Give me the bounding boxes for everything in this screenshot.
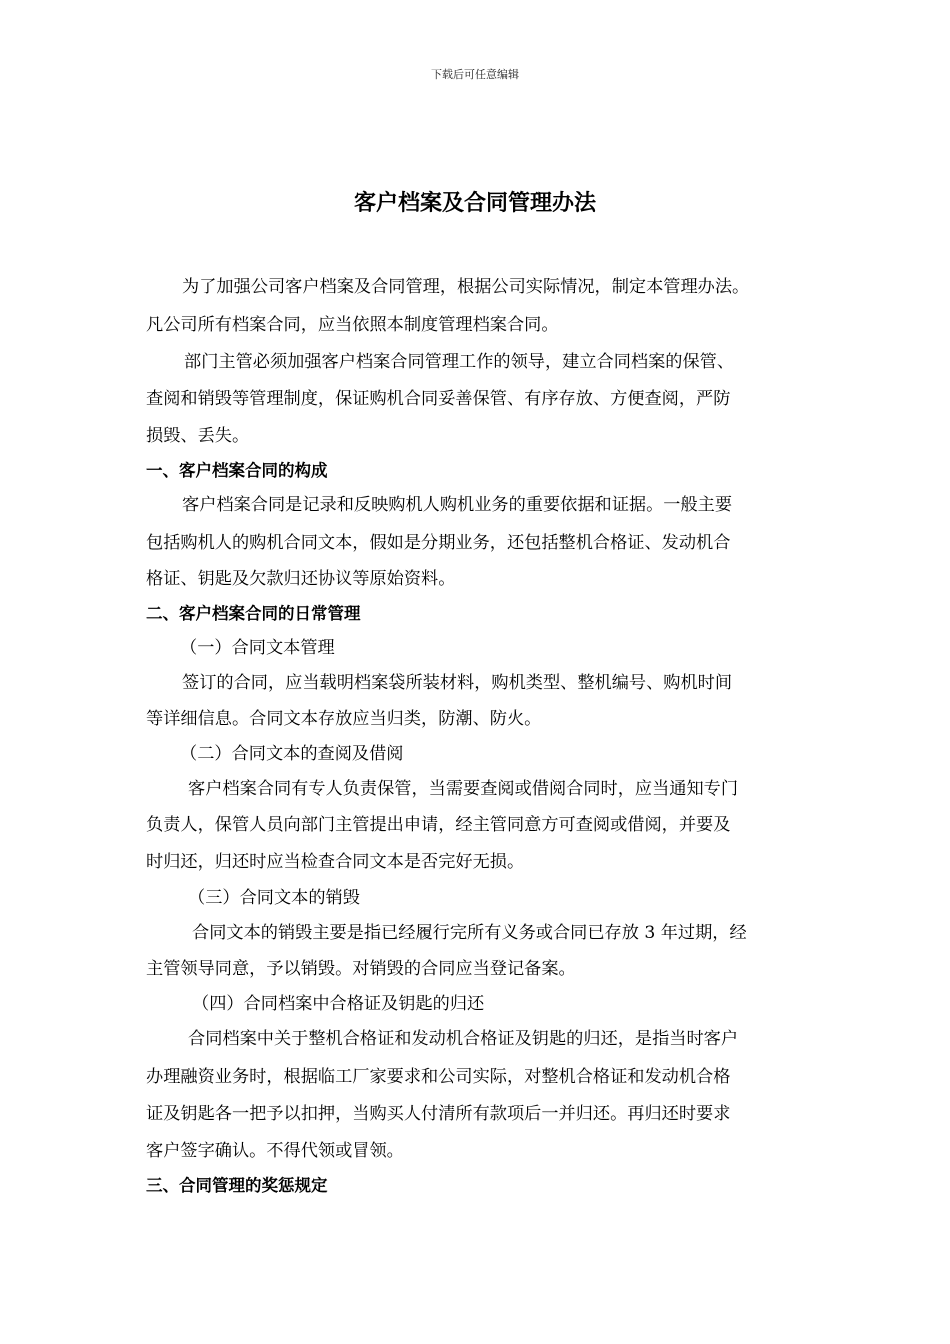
section-heading: 二、客户档案合同的日常管理 (146, 604, 361, 623)
paragraph-line: 客户档案合同有专人负责保管，当需要查阅或借阅合同时，应当通知专门 (188, 779, 739, 799)
paragraph-line: 合同档案中关于整机合格证和发动机合格证及钥匙的归还，是指当时客户 (188, 1029, 739, 1049)
subsection-heading: （四）合同档案中合格证及钥匙的归还 (192, 994, 485, 1014)
paragraph-line: 主管领导同意，予以销毁。对销毁的合同应当登记备案。 (146, 959, 576, 979)
paragraph-line: 格证、钥匙及欠款归还协议等原始资料。 (146, 569, 456, 589)
section-heading: 一、客户档案合同的构成 (146, 461, 328, 480)
paragraph-line: 合同文本的销毁主要是指已经履行完所有义务或合同已存放 3 年过期，经 (192, 923, 747, 943)
paragraph-line: 部门主管必须加强客户档案合同管理工作的领导，建立合同档案的保管、 (184, 352, 735, 372)
subsection-heading: （一）合同文本管理 (180, 638, 335, 658)
paragraph-line: 客户档案合同是记录和反映购机人购机业务的重要依据和证据。一般主要 (182, 495, 733, 515)
document-title: 客户档案及合同管理办法 (353, 190, 596, 216)
paragraph-line: 办理融资业务时，根据临工厂家要求和公司实际，对整机合格证和发动机合格 (146, 1067, 731, 1087)
header-note: 下载后可任意编辑 (431, 68, 519, 81)
paragraph-line: 证及钥匙各一把予以扣押，当购买人付清所有款项后一并归还。再归还时要求 (146, 1104, 731, 1124)
paragraph-line: 为了加强公司客户档案及合同管理，根据公司实际情况，制定本管理办法。 (182, 277, 750, 297)
paragraph-line: 负责人，保管人员向部门主管提出申请，经主管同意方可查阅或借阅，并要及 (146, 815, 731, 835)
paragraph-line: 损毁、丢失。 (146, 426, 250, 446)
subsection-heading: （二）合同文本的查阅及借阅 (180, 744, 404, 764)
paragraph-line: 等详细信息。合同文本存放应当归类，防潮、防火。 (146, 709, 542, 729)
paragraph-line: 时归还，归还时应当检查合同文本是否完好无损。 (146, 852, 525, 872)
subsection-heading: （三）合同文本的销毁 (188, 888, 360, 908)
paragraph-line: 包括购机人的购机合同文本，假如是分期业务，还包括整机合格证、发动机合 (146, 533, 731, 553)
paragraph-line: 凡公司所有档案合同，应当依照本制度管理档案合同。 (146, 315, 559, 335)
paragraph-line: 客户签字确认。不得代领或冒领。 (146, 1141, 404, 1161)
paragraph-line: 查阅和销毁等管理制度，保证购机合同妥善保管、有序存放、方便查阅，严防 (146, 389, 731, 409)
paragraph-line: 签订的合同，应当载明档案袋所装材料，购机类型、整机编号、购机时间 (182, 673, 733, 693)
section-heading: 三、合同管理的奖惩规定 (146, 1176, 328, 1195)
